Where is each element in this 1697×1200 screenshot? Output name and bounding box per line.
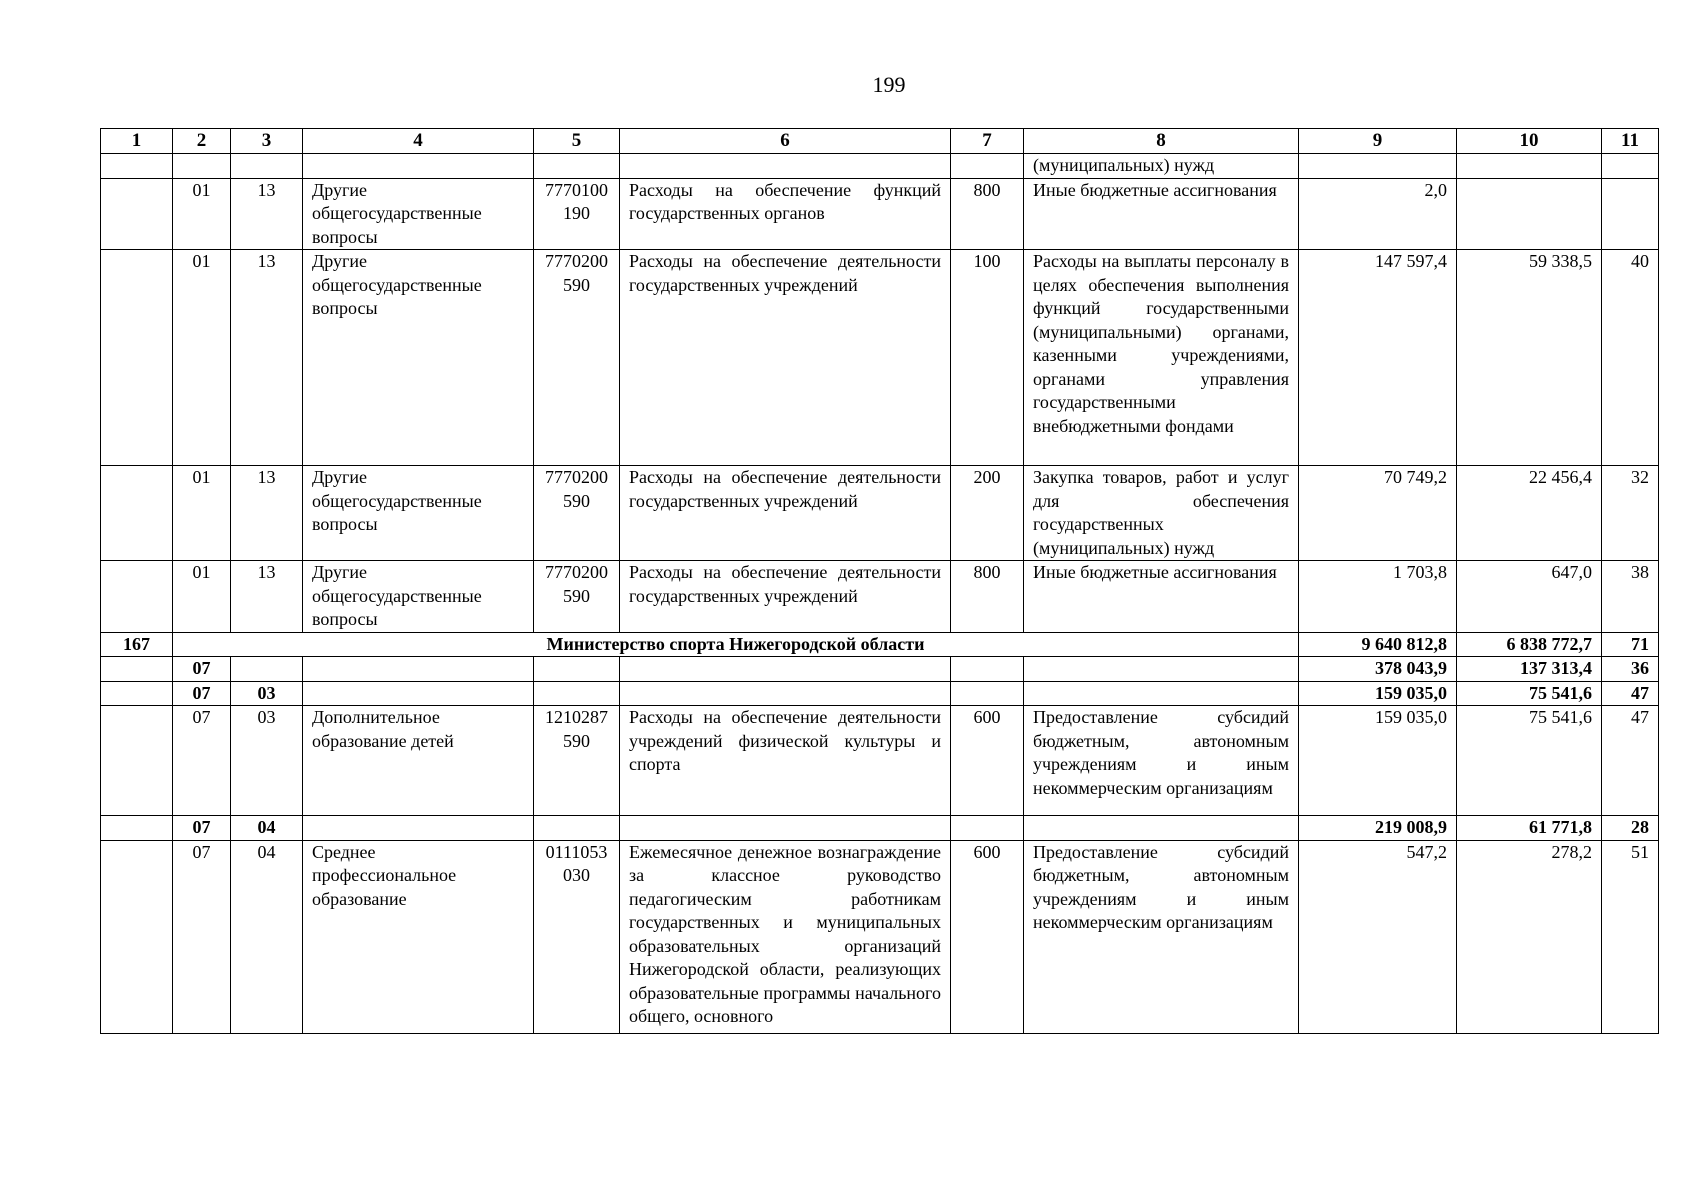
- subsection-code-cell: 13: [231, 250, 303, 466]
- column-header: 5: [534, 129, 620, 154]
- article-name-cell: Ежемесячное денежное вознаграждение за классное руководство педагогическим работникам государственных и муниципальных образовательных организаций Нижегородской области, реализующих образовательные программы начального общего, основного: [620, 840, 951, 1033]
- amount-cell: 378 043,9: [1299, 657, 1457, 682]
- expense-type-cell: Расходы на выплаты персоналу в целях обеспечения выполнения функций государственными (муниципальными) органами, казенными учреждениями, органами управления государственными внебюджетными фондами: [1024, 250, 1299, 466]
- subsection-code-cell: 13: [231, 178, 303, 250]
- target-article-cell: 7770200590: [534, 466, 620, 561]
- amount-cell: 159 035,0: [1299, 706, 1457, 816]
- percent-cell: 47: [1602, 681, 1659, 706]
- article-name-cell: Расходы на обеспечение деятельности учреждений физической культуры и спорта: [620, 706, 951, 816]
- column-header: 4: [303, 129, 534, 154]
- amount-cell: 547,2: [1299, 840, 1457, 1033]
- table-row: [101, 250, 1659, 466]
- empty-cell: [1299, 154, 1457, 179]
- target-article-cell: 7770100190: [534, 178, 620, 250]
- subsection-name-cell: Дополнительное образование детей: [303, 706, 534, 816]
- percent-cell: 47: [1602, 706, 1659, 816]
- percent-cell: 36: [1602, 657, 1659, 682]
- section-code-cell: 07: [173, 840, 231, 1033]
- table-row: [101, 178, 1659, 250]
- subsection-code-cell: 04: [231, 840, 303, 1033]
- article-name-cell: Расходы на обеспечение деятельности государственных учреждений: [620, 250, 951, 466]
- column-header: 3: [231, 129, 303, 154]
- subsection-name-cell: Другие общегосударственные вопросы: [303, 178, 534, 250]
- empty-cell: [1024, 816, 1299, 841]
- subsection-code-cell: 13: [231, 561, 303, 633]
- percent-cell: 38: [1602, 561, 1659, 633]
- column-header: 9: [1299, 129, 1457, 154]
- empty-cell: [231, 154, 303, 179]
- column-header: 1: [101, 129, 173, 154]
- empty-cell: [101, 466, 173, 561]
- target-article-cell: 7770200590: [534, 250, 620, 466]
- ministry-row: [101, 632, 1659, 657]
- amount-cell: [1457, 178, 1602, 250]
- empty-cell: [534, 681, 620, 706]
- amount-cell: 219 008,9: [1299, 816, 1457, 841]
- empty-cell: [303, 681, 534, 706]
- empty-cell: [620, 681, 951, 706]
- empty-cell: [303, 657, 534, 682]
- amount-cell: 159 035,0: [1299, 681, 1457, 706]
- target-article-cell: 0111053030: [534, 840, 620, 1033]
- section-row: [101, 657, 1659, 682]
- empty-cell: [173, 154, 231, 179]
- empty-cell: [303, 154, 534, 179]
- empty-cell: [951, 154, 1024, 179]
- percent-cell: 32: [1602, 466, 1659, 561]
- subsection-code-cell: 03: [231, 706, 303, 816]
- subsection-name-cell: Другие общегосударственные вопросы: [303, 466, 534, 561]
- empty-cell: [101, 178, 173, 250]
- amount-cell: 70 749,2: [1299, 466, 1457, 561]
- amount-cell: 147 597,4: [1299, 250, 1457, 466]
- column-header: 8: [1024, 129, 1299, 154]
- column-header: 11: [1602, 129, 1659, 154]
- empty-cell: [303, 816, 534, 841]
- percent-cell: [1602, 178, 1659, 250]
- section-code-cell: 07: [173, 706, 231, 816]
- article-name-cell: Расходы на обеспечение деятельности государственных учреждений: [620, 561, 951, 633]
- expense-type-cell: Иные бюджетные ассигнования: [1024, 178, 1299, 250]
- expense-code-cell: 800: [951, 561, 1024, 633]
- empty-cell: [951, 657, 1024, 682]
- percent-cell: 40: [1602, 250, 1659, 466]
- table-row-continuation: [101, 154, 1659, 179]
- target-article-cell: 7770200590: [534, 561, 620, 633]
- amount-cell: 647,0: [1457, 561, 1602, 633]
- expense-code-cell: 800: [951, 178, 1024, 250]
- amount-cell: 1 703,8: [1299, 561, 1457, 633]
- subsection-code-cell: 13: [231, 466, 303, 561]
- section-code-cell: 07: [173, 816, 231, 841]
- percent-cell: 71: [1602, 632, 1659, 657]
- amount-cell: 6 838 772,7: [1457, 632, 1602, 657]
- expense-code-cell: 600: [951, 840, 1024, 1033]
- amount-cell: 75 541,6: [1457, 681, 1602, 706]
- empty-cell: [534, 154, 620, 179]
- table-header-row: [101, 129, 1659, 154]
- ministry-code-cell: 167: [101, 632, 173, 657]
- section-code-cell: 07: [173, 657, 231, 682]
- amount-cell: 61 771,8: [1457, 816, 1602, 841]
- empty-cell: [101, 681, 173, 706]
- empty-cell: [534, 816, 620, 841]
- empty-cell: [951, 816, 1024, 841]
- article-name-cell: Расходы на обеспечение деятельности государственных учреждений: [620, 466, 951, 561]
- empty-cell: [620, 657, 951, 682]
- amount-cell: 2,0: [1299, 178, 1457, 250]
- budget-table: [100, 128, 1659, 1034]
- article-name-cell: Расходы на обеспечение функций государственных органов: [620, 178, 951, 250]
- expense-type-cell: Закупка товаров, работ и услуг для обеспечения государственных (муниципальных) нужд: [1024, 466, 1299, 561]
- table-row: [101, 706, 1659, 816]
- subsection-code-cell: [231, 657, 303, 682]
- empty-cell: [101, 154, 173, 179]
- expense-code-cell: 200: [951, 466, 1024, 561]
- amount-cell: 75 541,6: [1457, 706, 1602, 816]
- amount-cell: 137 313,4: [1457, 657, 1602, 682]
- empty-cell: [534, 657, 620, 682]
- expense-type-cell: Предоставление субсидий бюджетным, автономным учреждениям и иным некоммерческим организациям: [1024, 706, 1299, 816]
- percent-cell: 28: [1602, 816, 1659, 841]
- empty-cell: [101, 816, 173, 841]
- subsection-code-cell: 03: [231, 681, 303, 706]
- subsection-name-cell: Среднее профессиональное образование: [303, 840, 534, 1033]
- column-header: 2: [173, 129, 231, 154]
- empty-cell: [101, 561, 173, 633]
- section-code-cell: 07: [173, 681, 231, 706]
- subsection-name-cell: Другие общегосударственные вопросы: [303, 561, 534, 633]
- ministry-name-cell: Министерство спорта Нижегородской области: [173, 632, 1299, 657]
- empty-cell: [101, 657, 173, 682]
- expense-type-cell: Предоставление субсидий бюджетным, автономным учреждениям и иным некоммерческим организациям: [1024, 840, 1299, 1033]
- expense-type-cell: (муниципальных) нужд: [1024, 154, 1299, 179]
- table-row: [101, 466, 1659, 561]
- amount-cell: 9 640 812,8: [1299, 632, 1457, 657]
- subsection-name-cell: Другие общегосударственные вопросы: [303, 250, 534, 466]
- section-row: [101, 816, 1659, 841]
- subsection-code-cell: 04: [231, 816, 303, 841]
- section-code-cell: 01: [173, 178, 231, 250]
- section-row: [101, 681, 1659, 706]
- target-article-cell: 1210287590: [534, 706, 620, 816]
- expense-code-cell: 600: [951, 706, 1024, 816]
- expense-code-cell: 100: [951, 250, 1024, 466]
- expense-type-cell: Иные бюджетные ассигнования: [1024, 561, 1299, 633]
- empty-cell: [101, 250, 173, 466]
- section-code-cell: 01: [173, 250, 231, 466]
- amount-cell: 278,2: [1457, 840, 1602, 1033]
- percent-cell: 51: [1602, 840, 1659, 1033]
- empty-cell: [1457, 154, 1602, 179]
- table-row: [101, 840, 1659, 1033]
- amount-cell: 59 338,5: [1457, 250, 1602, 466]
- page-number: 199: [872, 72, 906, 97]
- section-code-cell: 01: [173, 466, 231, 561]
- empty-cell: [951, 681, 1024, 706]
- section-code-cell: 01: [173, 561, 231, 633]
- empty-cell: [1024, 657, 1299, 682]
- column-header: 7: [951, 129, 1024, 154]
- table-row: [101, 561, 1659, 633]
- empty-cell: [620, 154, 951, 179]
- empty-cell: [620, 816, 951, 841]
- amount-cell: 22 456,4: [1457, 466, 1602, 561]
- empty-cell: [1024, 681, 1299, 706]
- column-header: 10: [1457, 129, 1602, 154]
- empty-cell: [101, 706, 173, 816]
- empty-cell: [101, 840, 173, 1033]
- empty-cell: [1602, 154, 1659, 179]
- column-header: 6: [620, 129, 951, 154]
